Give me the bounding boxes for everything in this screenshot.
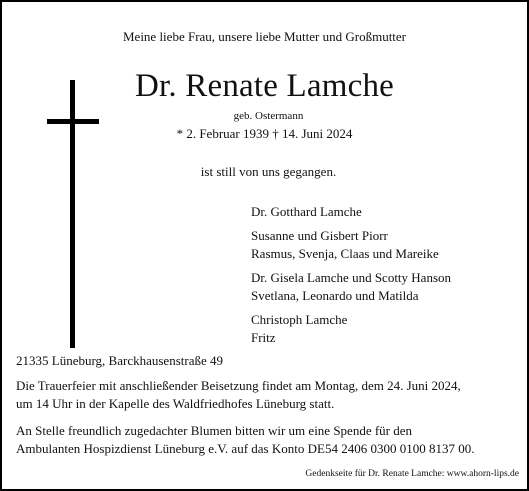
- mourner-line: Fritz: [251, 330, 276, 345]
- mourner-line: Dr. Gotthard Lamche: [251, 204, 362, 219]
- mourner-group: [251, 269, 451, 305]
- passed-text: ist still von uns gegangen.: [200, 164, 337, 179]
- intro-text: Meine liebe Frau, unsere liebe Mutter und Großmutter: [122, 29, 407, 44]
- funeral-line: Die Trauerfeier mit anschließender Beisetzung findet am Montag, dem 24. Juni 2024,: [16, 378, 461, 393]
- mourner-group: [251, 203, 451, 221]
- mourner-line: Susanne und Gisbert Piorr: [251, 228, 388, 243]
- memorial-page-link[interactable]: Gedenkseite für Dr. Renate Lamche: www.ahorn-lips.de: [305, 469, 519, 479]
- mourner-group: [251, 311, 451, 347]
- mourner-line: Svetlana, Leonardo und Matilda: [251, 288, 419, 303]
- life-dates: * 2. Februar 1939 † 14. Juni 2024: [176, 126, 353, 141]
- mourner-group: [251, 227, 451, 263]
- mourners-list: [251, 203, 451, 353]
- mourner-line: Rasmus, Svenja, Claas und Mareike: [251, 246, 439, 261]
- mourner-line: Christoph Lamche: [251, 312, 348, 327]
- mourner-line: Dr. Gisela Lamche und Scotty Hanson: [251, 270, 452, 285]
- funeral-line: um 14 Uhr in der Kapelle des Waldfriedhofes Lüneburg statt.: [16, 396, 335, 411]
- funeral-info: [16, 377, 461, 413]
- donation-line: Ambulanten Hospizdienst Lüneburg e.V. auf das Konto DE54 2406 0300 0100 8137 00.: [16, 441, 475, 456]
- address: 21335 Lüneburg, Barckhausenstraße 49: [16, 353, 223, 368]
- donation-line: An Stelle freundlich zugedachter Blumen bitten wir um eine Spende für den: [16, 423, 413, 438]
- donation-info: [16, 422, 474, 458]
- deceased-name: Dr. Renate Lamche: [134, 68, 395, 104]
- cross-horizontal-bar: [47, 119, 99, 124]
- birth-name: geb. Ostermann: [233, 110, 304, 122]
